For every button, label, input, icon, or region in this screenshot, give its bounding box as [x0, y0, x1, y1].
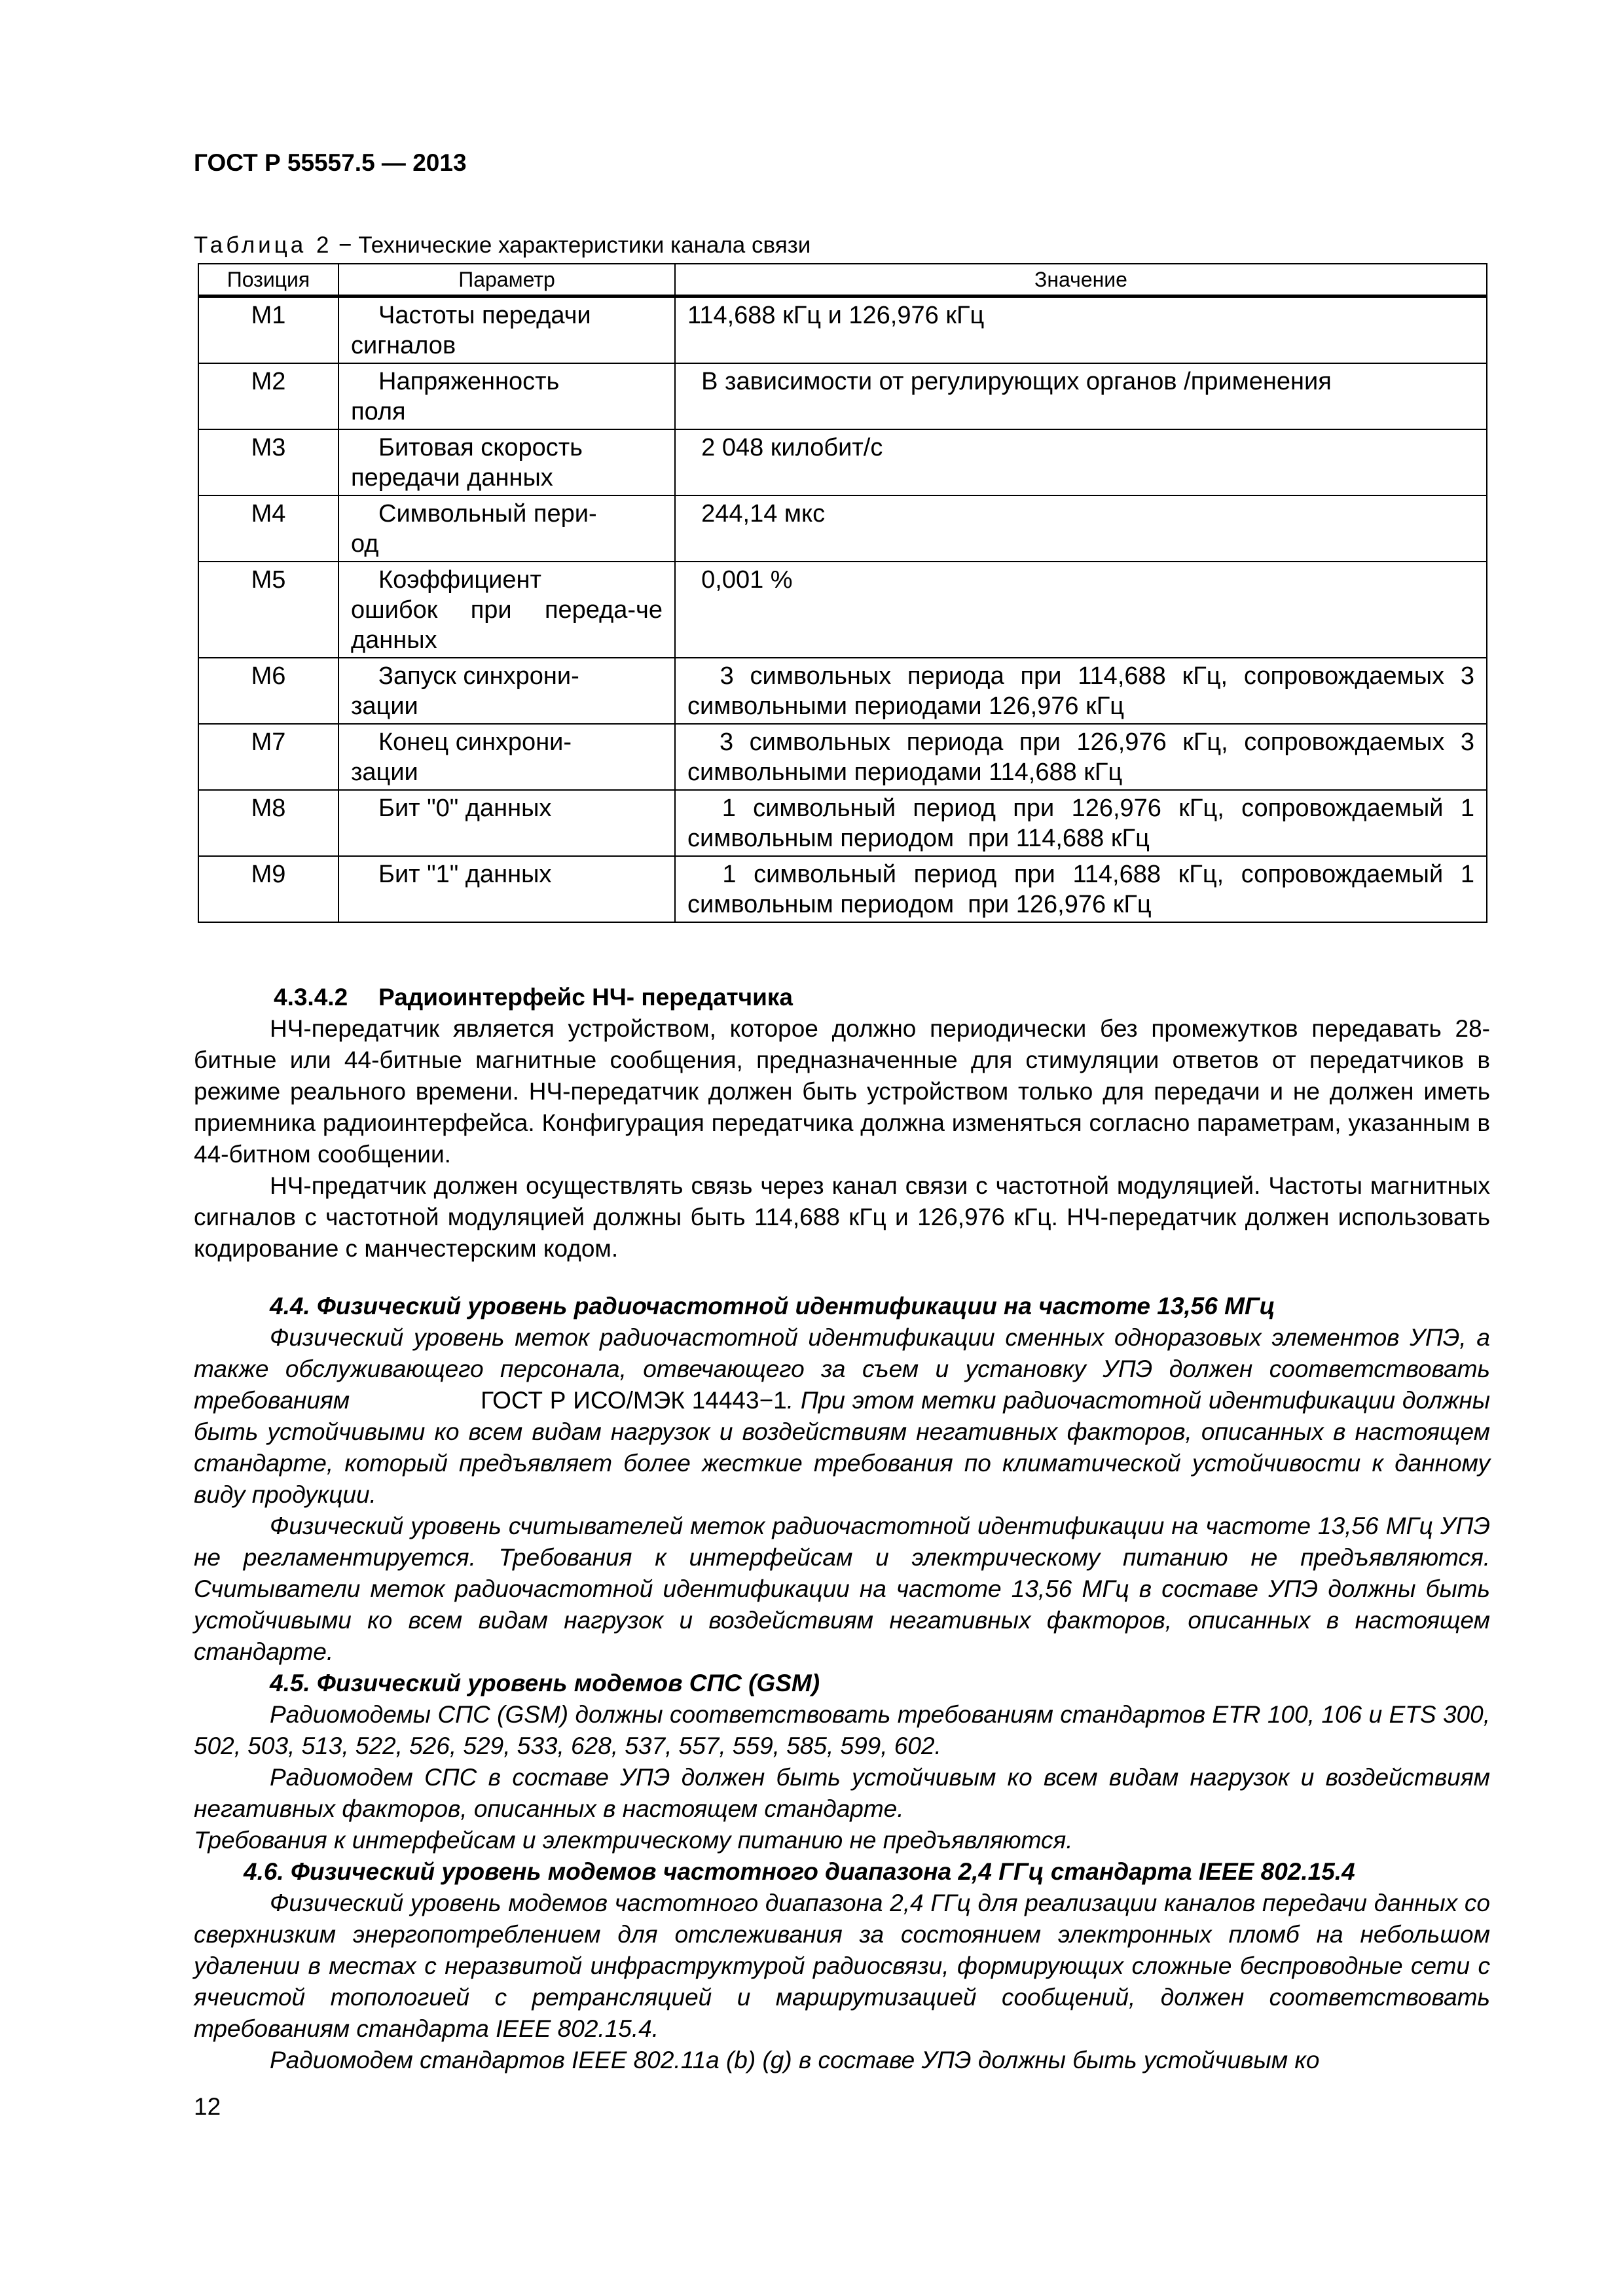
- cell-position: М7: [198, 724, 338, 790]
- subsection-number: 4.3.4.2: [274, 984, 348, 1011]
- cell-value: 3 символьных периода при 126,976 кГц, сопровождаемых 3 символьными периодами 114,688 кГц: [675, 724, 1487, 790]
- paragraph-part: . При этом метки радиочастотной идентификации должны быть устойчивыми ко всем видам нагрузок и воздействиям негативных факторов, описанных в настоящем стандарте, который предъявляет более жесткие требования по климатической устойчивости к данному виду продукции.: [194, 1387, 1491, 1508]
- table-row: [198, 495, 1487, 562]
- subsection-title: Радиоинтерфейс НЧ- передатчика: [378, 984, 793, 1011]
- cell-value: В зависимости от регулирующих органов /применения: [675, 363, 1487, 429]
- table-caption-text: − Технические характеристики канала связи: [332, 232, 811, 258]
- cell-position: М8: [198, 790, 338, 856]
- cell-position: М3: [198, 429, 338, 495]
- page-number: 12: [194, 2093, 221, 2120]
- table-row: [198, 658, 1487, 724]
- parameter-continuation: поля: [351, 398, 406, 425]
- cell-parameter: [338, 790, 675, 856]
- cell-value: 1 символьный период при 126,976 кГц, сопровождаемый 1 символьным периодом при 114,688 кГц: [675, 790, 1487, 856]
- parameter-continuation: од: [351, 530, 379, 558]
- cell-position: М9: [198, 856, 338, 922]
- table-caption-label: Таблица 2: [194, 232, 333, 258]
- table-row: [198, 790, 1487, 856]
- cell-position: М2: [198, 363, 338, 429]
- cell-parameter: [338, 562, 675, 658]
- section-title: 4.5. Физический уровень модемов СПС (GSM): [270, 1670, 820, 1696]
- cell-value: 1 символьный период при 114,688 кГц, сопровождаемый 1 символьным периодом при 126,976 кГц: [675, 856, 1487, 922]
- paragraph: НЧ-передатчик является устройством, которое должно периодически без промежутков передавать 28-битные или 44-битные магнитные сообщения, предназначенные для стимуляции ответов от передатчиков в режиме реального времени. НЧ-передатчик должен быть устройством только для передачи и не должен иметь приемника радиоинтерфейса. Конфигурация передатчика должна изменяться согласно параметрам, указанным в 44-битном сообщении.: [194, 1015, 1490, 1168]
- table-row: [198, 724, 1487, 790]
- table-caption: [194, 232, 811, 259]
- parameter-continuation: передачи данных: [351, 464, 553, 492]
- paragraph: Радиомодем стандартов IEEE 802.11a (b) (g) в составе УПЭ должны быть устойчивым ко: [270, 2047, 1320, 2073]
- section-title: 4.6. Физический уровень модемов частотного диапазона 2,4 ГГц стандарта IEEE 802.15.4: [244, 1858, 1355, 1885]
- table-header-row: [198, 264, 1487, 296]
- standard-reference: ГОСТ Р ИСО/МЭК 14443−1: [481, 1387, 787, 1414]
- cell-value: 114,688 кГц и 126,976 кГц: [675, 296, 1487, 364]
- column-header-value: Значение: [675, 264, 1487, 296]
- table-row: [198, 856, 1487, 922]
- table-row: [198, 562, 1487, 658]
- parameter-first-line: Частоты передачи: [378, 302, 591, 329]
- spec-table: [198, 263, 1487, 923]
- column-header-position: Позиция: [198, 264, 338, 296]
- table-row: [198, 296, 1487, 364]
- paragraph: Физический уровень считывателей меток радиочастотной идентификации на частоте 13,56 МГц УПЭ не регламентируется. Требования к интерфейсам и электрическому питанию не предъявляются. Считыватели меток радиочастотной идентификации на частоте 13,56 МГц в составе УПЭ должны быть устойчивыми ко всем видам нагрузок и воздействиям негативных факторов, описанных в настоящем стандарте.: [194, 1513, 1490, 1665]
- parameter-first-line: Конец синхрони-: [378, 728, 572, 756]
- cell-value: 244,14 мкс: [675, 495, 1487, 562]
- subsection-body: [194, 1013, 1490, 1265]
- table-row: [198, 363, 1487, 429]
- document-header: ГОСТ Р 55557.5 — 2013: [194, 149, 467, 176]
- column-header-parameter: Параметр: [338, 264, 675, 296]
- paragraph: [194, 1322, 1490, 1511]
- parameter-first-line: Битовая скорость: [378, 434, 583, 461]
- parameter-continuation: зации: [351, 692, 418, 720]
- cell-parameter: [338, 363, 675, 429]
- paragraph-part: Физический уровень меток радиочастотной идентификации сменных одноразовых элементов УПЭ, а также обслуживающего персонала, отвечающего за съем и установку УПЭ должен соответствовать требованиям: [194, 1324, 1490, 1414]
- cell-value: 2 048 килобит/с: [675, 429, 1487, 495]
- paragraph: Радиомодемы СПС (GSM) должны соответствовать требованиям стандартов ETR 100, 106 и ETS 300, 502, 503, 513, 522, 526, 529, 533, 628, 537, 557, 559, 585, 599, 602.: [194, 1701, 1490, 1759]
- parameter-continuation: сигналов: [351, 332, 456, 359]
- parameter-first-line: Бит "0" данных: [378, 795, 552, 822]
- cell-parameter: [338, 724, 675, 790]
- cell-value: 3 символьных периода при 114,688 кГц, сопровождаемых 3 символьными периодами 126,976 кГц: [675, 658, 1487, 724]
- cell-parameter: [338, 658, 675, 724]
- parameter-first-line: Коэффициент: [378, 566, 541, 594]
- cell-position: М5: [198, 562, 338, 658]
- cell-position: М1: [198, 296, 338, 364]
- cell-position: М4: [198, 495, 338, 562]
- parameter-first-line: Символьный пери-: [378, 500, 597, 528]
- sections-body: [194, 1291, 1490, 2076]
- section-title: 4.4. Физический уровень радиочастотной идентификации на частоте 13,56 МГц: [270, 1293, 1275, 1319]
- paragraph: Радиомодем СПС в составе УПЭ должен быть устойчивым ко всем видам нагрузок и воздействиям негативных факторов, описанных в настоящем стандарте.: [194, 1764, 1490, 1822]
- parameter-first-line: Напряженность: [378, 368, 560, 395]
- parameter-first-line: Запуск синхрони-: [378, 662, 579, 690]
- subsection-heading: [274, 984, 793, 1011]
- table-row: [198, 429, 1487, 495]
- cell-parameter: [338, 495, 675, 562]
- cell-parameter: [338, 856, 675, 922]
- paragraph: НЧ-предатчик должен осуществлять связь через канал связи с частотной модуляцией. Частоты магнитных сигналов с частотной модуляцией должны быть 114,688 кГц и 126,976 кГц. НЧ-передатчик должен использовать кодирование с манчестерским кодом.: [194, 1172, 1490, 1262]
- paragraph: Требования к интерфейсам и электрическому питанию не предъявляются.: [194, 1827, 1073, 1854]
- cell-position: М6: [198, 658, 338, 724]
- parameter-first-line: Бит "1" данных: [378, 861, 552, 888]
- cell-value: 0,001 %: [675, 562, 1487, 658]
- parameter-continuation: зации: [351, 759, 418, 786]
- paragraph: Физический уровень модемов частотного диапазона 2,4 ГГц для реализации каналов передачи данных со сверхнизким энергопотреблением для отслеживания за состоянием электронных пломб на небольшом удалении в местах с неразвитой инфраструктурой радиосвязи, формирующих сложные беспроводные сети с ячеистой топологией с ретрансляцией и маршрутизацией сообщений, должен соответствовать требованиям стандарта IEEE 802.15.4.: [194, 1890, 1490, 2042]
- cell-parameter: [338, 429, 675, 495]
- parameter-continuation: ошибок при переда-че данных: [351, 596, 663, 654]
- cell-parameter: [338, 296, 675, 364]
